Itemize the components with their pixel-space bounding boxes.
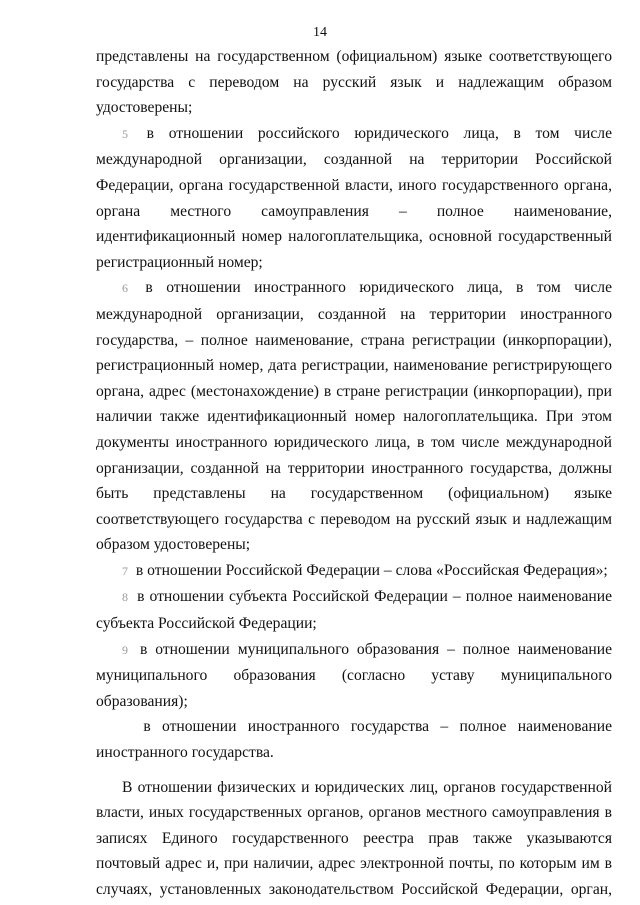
paragraph-text: В отношении физических и юридических лиц, органов государственной власти, иных государственных органов, органов местного самоуправления в записях Единого государственного реестра прав также указываются почтовый адрес и, при наличии, адрес электронной почты, по которым им в случаях, установленных законодательством Российской Федерации, орган, [96,778,612,898]
paragraph-russian-legal-entity [96,121,612,276]
paragraph-text: в отношении иностранного государства – полное наименование иностранного государства. [96,718,612,762]
paragraph-text: в отношении иностранного юридического лица, в том числе международной организации, созданной на территории иностранного государства, – полное наименование, страна регистрации (инкорпорации), регистрационный номер, дата регистрации, наименование регистрирующего органа, адрес (местонахождение) в стране регистрации (инкорпорации), при наличии также идентификационный номер налогоплательщика. При этом документы иностранного юридического лица, в том числе международной организации, созданной на территории иностранного государства, должны быть представлены на государственном (официальном) языке соответствующего государства с переводом на русский язык и надлежащим образом удостоверены; [96,279,612,554]
paragraph-text: в отношении Российской Федерации – слова «Российская Федерация»; [135,561,608,579]
paragraph-text: в отношении российского юридического лица, в том числе международной организации, созданной на территории Российской Федерации, органа государственной власти, иного государственного органа, органа местного самоуправления – полное наименование, идентификационный номер налогоплательщика, основной государственный регистрационный номер; [96,124,612,271]
paragraph-text: в отношении муниципального образования – полное наименование муниципального образования (согласно уставу муниципального образования); [96,640,613,710]
paragraph-foreign-state [96,714,612,765]
item-marker: 9 [122,642,128,657]
item-marker: 8 [122,590,128,605]
item-marker: 5 [122,126,128,141]
paragraph-federal-subject [96,584,612,636]
paragraph-continuation [96,44,612,121]
page-number: 14 [313,25,327,40]
paragraph-text: в отношении субъекта Российской Федерации – полное наименование субъекта Российской Федерации; [96,588,612,633]
paragraph-russian-federation [96,558,612,585]
paragraph-text: представлены на государственном (официальном) языке соответствующего государства с переводом на русский язык и надлежащим образом удостоверены; [96,48,612,117]
item-marker: 6 [122,281,128,296]
paragraph-municipality [96,637,612,715]
paragraph-foreign-legal-entity [96,275,612,558]
item-marker: 7 [122,563,128,578]
paragraph-postal-address [96,775,612,903]
document-body [96,44,612,903]
